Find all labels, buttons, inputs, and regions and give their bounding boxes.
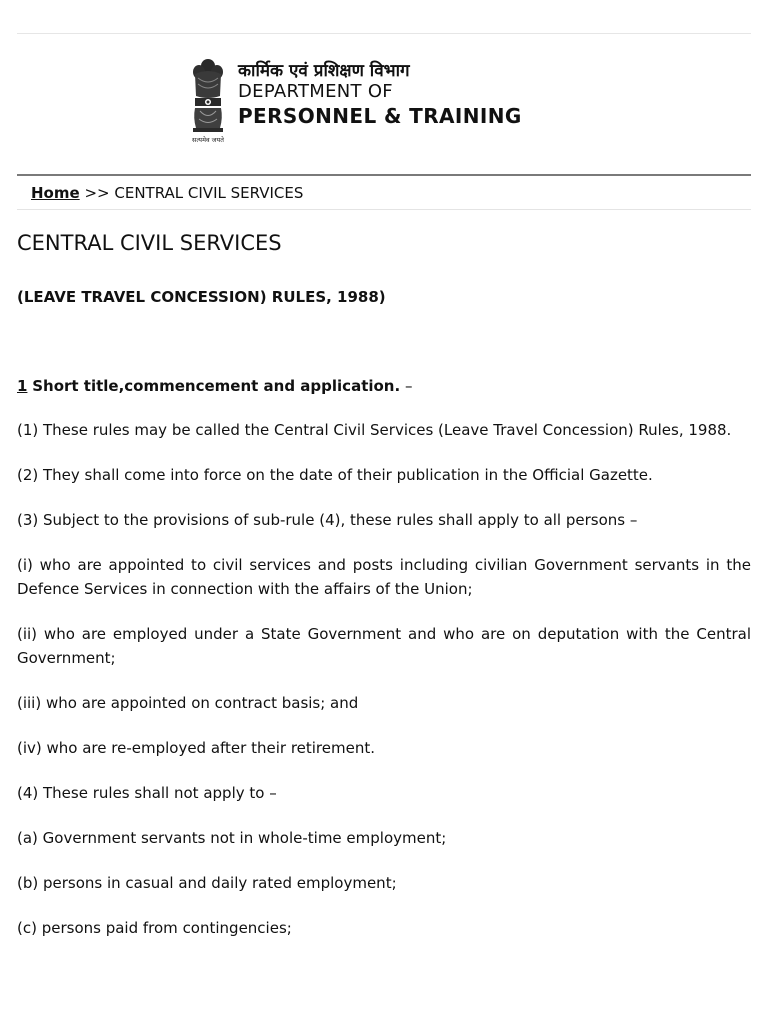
rule-paragraph: (iii) who are appointed on contract basis; and	[17, 694, 359, 712]
rule-paragraph: (a) Government servants not in whole-time employment;	[17, 829, 447, 847]
national-emblem-icon	[190, 56, 226, 146]
section-dash: –	[404, 377, 413, 395]
rule-paragraph: (4) These rules shall not apply to –	[17, 784, 277, 802]
rule-paragraph: (iv) who are re-employed after their retirement.	[17, 739, 375, 757]
breadcrumb-separator: >>	[84, 184, 110, 202]
rule-paragraph: (i) who are appointed to civil services and posts including civilian Government servants in the Defence Services in connection with the affairs of the Union;	[17, 556, 751, 598]
rule-paragraph: (1) These rules may be called the Central Civil Services (Leave Travel Concession) Rules, 1988.	[17, 421, 732, 439]
breadcrumb-current: CENTRAL CIVIL SERVICES	[114, 184, 304, 202]
rule-paragraph: (c) persons paid from contingencies;	[17, 919, 292, 937]
page-title: CENTRAL CIVIL SERVICES	[17, 231, 282, 255]
department-name-line2: PERSONNEL & TRAINING	[238, 104, 522, 128]
department-name	[238, 61, 522, 129]
main-content	[17, 228, 751, 940]
department-name-hindi: कार्मिक एवं प्रशिक्षण विभाग	[238, 61, 410, 81]
rule-paragraph: (3) Subject to the provisions of sub-rule (4), these rules shall apply to all persons –	[17, 511, 638, 529]
rule-paragraph: (ii) who are employed under a State Government and who are on deputation with the Central Government;	[17, 625, 751, 667]
section-title: Short title,commencement and application.	[32, 377, 401, 395]
breadcrumb	[17, 174, 751, 210]
section-number: 1	[17, 377, 28, 395]
page-subtitle: (LEAVE TRAVEL CONCESSION) RULES, 1988)	[17, 288, 386, 306]
rule-paragraph: (2) They shall come into force on the date of their publication in the Official Gazette.	[17, 466, 653, 484]
department-name-line1: DEPARTMENT OF	[238, 81, 393, 102]
top-divider	[17, 33, 751, 34]
section-heading	[17, 375, 751, 397]
breadcrumb-home-link[interactable]: Home	[31, 184, 80, 202]
site-header	[190, 56, 590, 146]
rule-paragraph: (b) persons in casual and daily rated employment;	[17, 874, 397, 892]
emblem-motto: सत्यमेव जयते	[192, 136, 224, 144]
